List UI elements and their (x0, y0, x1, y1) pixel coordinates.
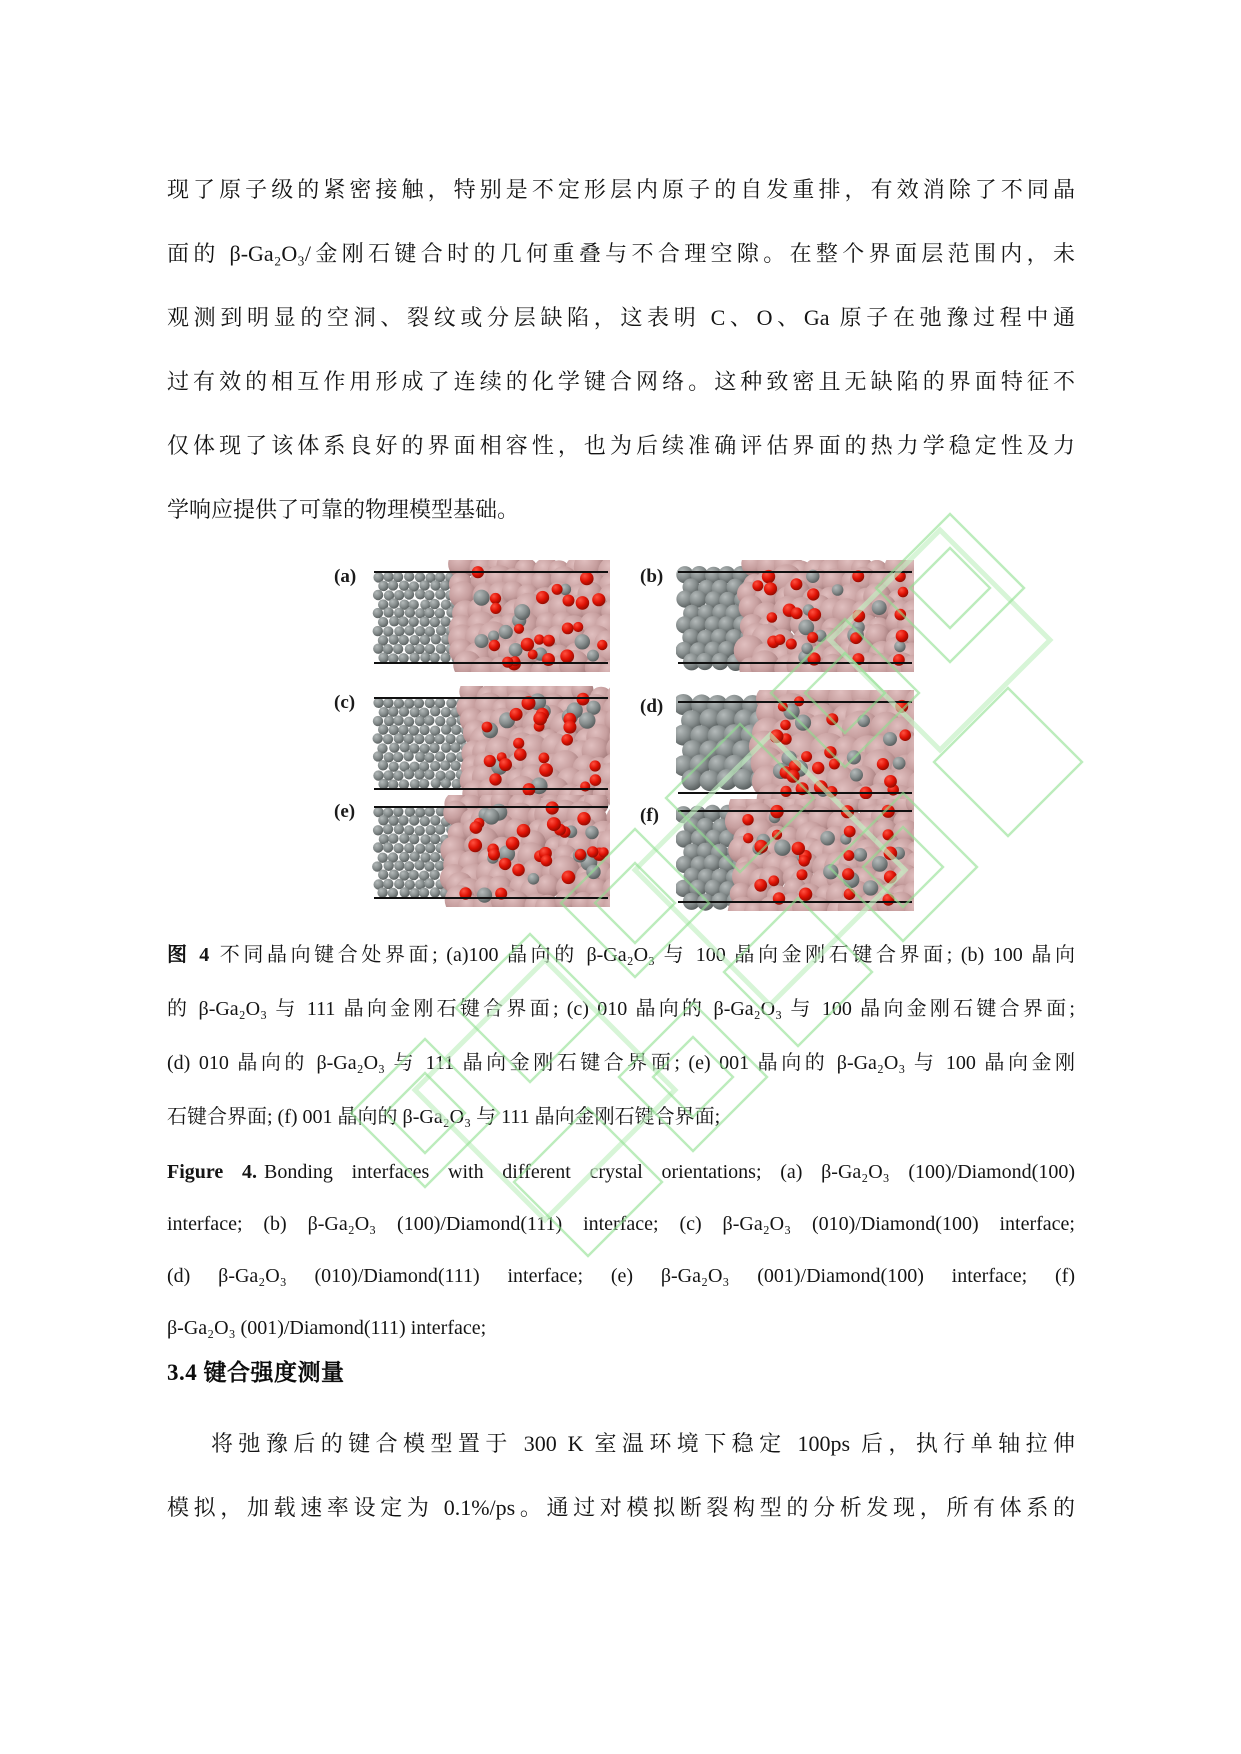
caption-cn-line: 图 4 不同晶向键合处界面; (a)100 晶向的 β-Ga₂O₃ 与 100 晶向金刚石键合界面; (b) 100 晶向 (167, 944, 1076, 966)
figure-panel-label-f: (f) (640, 805, 659, 826)
figure-panel-label-c: (c) (334, 692, 356, 713)
paragraph-1 (167, 158, 1075, 542)
paragraph-1-line: 过有效的相互作用形成了连续的化学键合网络。这种致密且无缺陷的界面特征不 (167, 369, 1075, 394)
figure-panel-d (676, 690, 914, 802)
caption-cn-number: 图 4 (167, 944, 210, 966)
section-heading-3-4: 3.4 键合强度测量 (167, 1360, 345, 1385)
caption-cn-line: 石键合界面; (f) 001 晶向的 β-Ga₂O₃ 与 111 晶向金刚石键合界面; (167, 1106, 721, 1128)
caption-en-line: Figure 4. Bonding interfaces with different crystal orientations; (a) β-Ga₂O₃ (100)/Diamond(100) (167, 1161, 1075, 1183)
figure-caption-cn (167, 928, 1075, 1144)
figure-panel-label-d: (d) (640, 696, 664, 717)
paragraph-1-line: 仅体现了该体系良好的界面相容性，也为后续准确评估界面的热力学稳定性及力 (167, 433, 1075, 458)
figure-panel-e (372, 795, 610, 907)
paragraph-1-line: 现了原子级的紧密接触，特别是不定形层内原子的自发重排，有效消除了不同晶 (167, 177, 1075, 202)
caption-en-line: (d) β-Ga₂O₃ (010)/Diamond(111) interface; (e) β-Ga₂O₃ (001)/Diamond(100) interface; (f) (167, 1265, 1075, 1287)
figure-panel-b (676, 560, 914, 672)
figure-panel-f (676, 799, 914, 911)
paragraph-1-line: 面的 β-Ga₂O₃/金刚石键合时的几何重叠与不合理空隙。在整个界面层范围内，未 (167, 241, 1075, 266)
paragraph-2 (167, 1412, 1075, 1540)
caption-en-number: Figure 4. (167, 1161, 257, 1183)
figure-caption-en (167, 1146, 1075, 1354)
caption-en-line: interface; (b) β-Ga₂O₃ (100)/Diamond(111) interface; (c) β-Ga₂O₃ (010)/Diamond(100) interface; (167, 1213, 1075, 1235)
figure-panel-label-b: (b) (640, 566, 664, 587)
paragraph-2-line: 将弛豫后的键合模型置于 300 K 室温环境下稳定 100ps 后，执行单轴拉伸 (211, 1431, 1075, 1456)
caption-cn-line: 的 β-Ga₂O₃ 与 111 晶向金刚石键合界面; (c) 010 晶向的 β-Ga₂O₃ 与 100 晶向金刚石键合界面; (167, 998, 1075, 1020)
figure-panel-a (372, 560, 610, 672)
caption-cn-line: (d) 010 晶向的 β-Ga₂O₃ 与 111 晶向金刚石键合界面; (e) 001 晶向的 β-Ga₂O₃ 与 100 晶向金刚 (167, 1052, 1075, 1074)
figure-panel-label-e: (e) (334, 801, 356, 822)
paragraph-1-line: 观测到明显的空洞、裂纹或分层缺陷，这表明 C、O、Ga 原子在弛豫过程中通 (167, 305, 1075, 330)
caption-en-line: β-Ga₂O₃ (001)/Diamond(111) interface; (167, 1317, 487, 1339)
figure-panel-label-a: (a) (334, 566, 357, 587)
figure-panel-c (372, 686, 610, 798)
paragraph-1-line: 学响应提供了可靠的物理模型基础。 (167, 497, 520, 522)
paragraph-2-line: 模拟，加载速率设定为 0.1%/ps。通过对模拟断裂构型的分析发现，所有体系的 (167, 1495, 1075, 1520)
